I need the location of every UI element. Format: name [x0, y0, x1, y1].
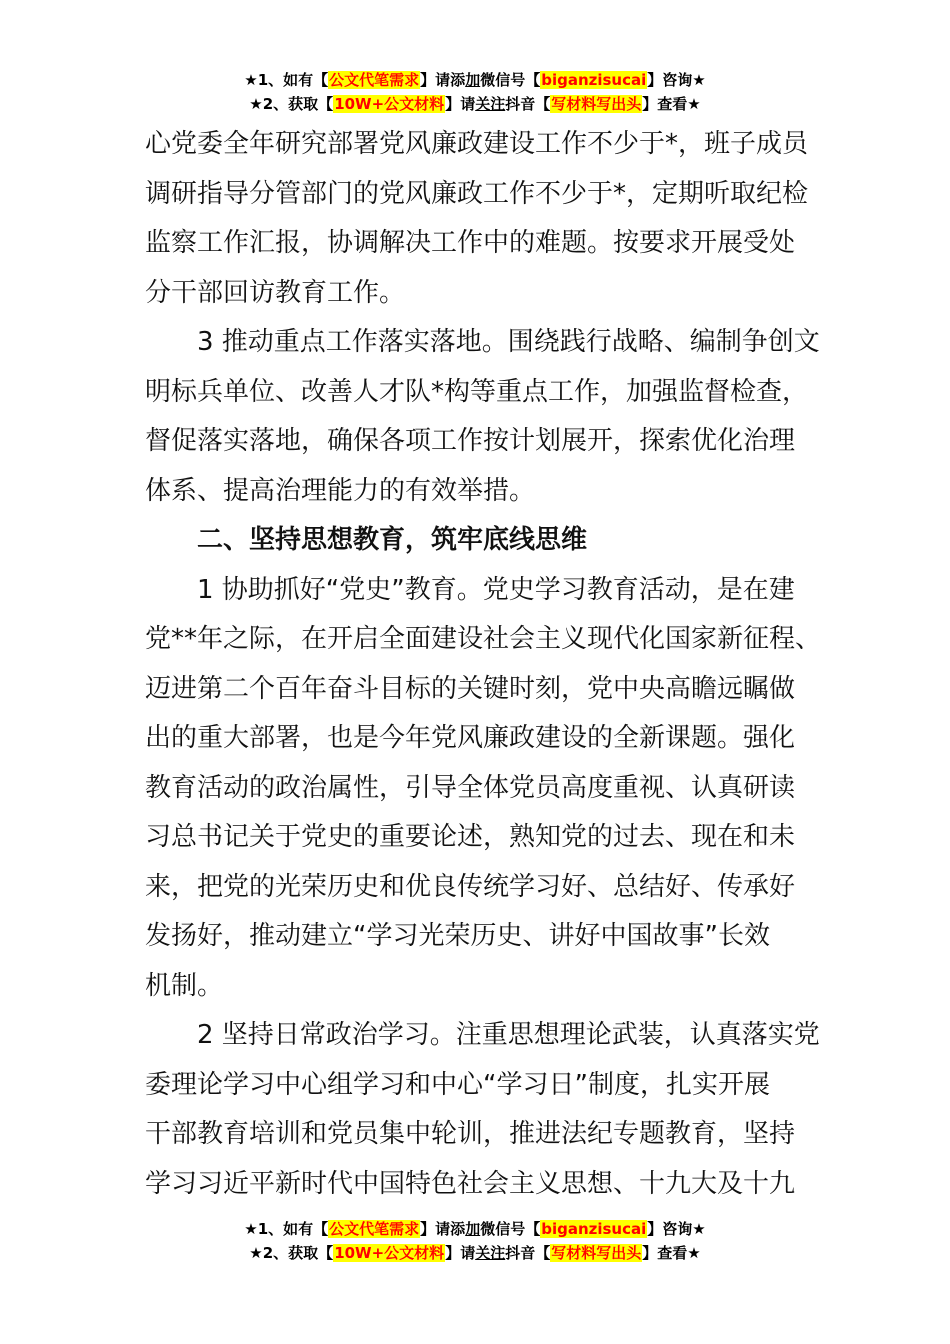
- text-line: 发扬好，推动建立“学习光荣历史、讲好中国故事”长效: [145, 921, 770, 951]
- text-line: 1 协助抓好“党史”教育。党史学习教育活动，是在建: [197, 574, 795, 605]
- text-line: 教育活动的政治属性，引导全体党员高度重视、认真研读: [145, 772, 796, 803]
- text-line: 督促落实落地，确保各项工作按计划展开，探索优化治理: [145, 426, 796, 456]
- banner-text: 】查看★: [642, 1244, 701, 1262]
- text-line: 明标兵单位、改善人才队*构等重点工作，加强监督检查，: [145, 376, 809, 407]
- banner-text: 】请: [445, 95, 476, 113]
- header-banner: [0, 68, 950, 116]
- banner-text: ★2、获取【: [249, 1244, 334, 1262]
- banner-underlined-text: 关注: [475, 1244, 506, 1262]
- document-body: [145, 120, 822, 1209]
- banner-text: 微信号【: [480, 71, 541, 89]
- text-line: 机制。: [145, 970, 224, 1001]
- banner-text: 】咨询★: [647, 71, 706, 89]
- text-line: 心党委全年研究部署党风廉政建设工作不少于*，班子成员: [145, 129, 809, 159]
- banner-text: 】请: [445, 1244, 476, 1262]
- banner-text: 抖音【: [505, 1244, 551, 1262]
- banner-text: ★2、获取【: [249, 95, 334, 113]
- text-line: 出的重大部署，也是今年党风廉政建设的全新课题。强化: [145, 723, 796, 753]
- banner-underlined-text: 关注: [475, 95, 506, 113]
- banner-line-1: [0, 1217, 950, 1241]
- banner-line-2: [0, 1241, 950, 1265]
- text-line: 3 推动重点工作落实落地。围绕践行战略、编制争创文: [197, 327, 820, 357]
- banner-text: 】查看★: [642, 95, 701, 113]
- highlight-douyin-account: 写材料写出头: [551, 1244, 642, 1262]
- text-line: 迈进第二个百年奋斗目标的关键时刻，党中央高瞻远瞩做: [145, 673, 796, 704]
- banner-line-2: [0, 92, 950, 116]
- paragraph-2: [145, 318, 820, 516]
- paragraph-4: [145, 1011, 820, 1209]
- banner-text: 微信号【: [480, 1220, 541, 1238]
- banner-underlined-text: 加: [465, 1220, 481, 1238]
- footer-banner: [0, 1217, 950, 1265]
- text-line: 委理论学习中心组学习和中心“学习日”制度，扎实开展: [145, 1069, 770, 1100]
- banner-text: ★1、如有【: [244, 71, 329, 89]
- banner-text: 】咨询★: [647, 1220, 706, 1238]
- banner-text: 】请添: [420, 1220, 466, 1238]
- paragraph-3: [145, 566, 822, 1012]
- text-line: 来，把党的光荣历史和优良传统学习好、总结好、传承好: [145, 871, 796, 902]
- paragraph-1: [145, 120, 810, 318]
- highlight-materials: 10W+公文材料: [334, 95, 445, 113]
- highlight-service: 公文代笔需求: [329, 1220, 420, 1238]
- text-line: 监察工作汇报，协调解决工作中的难题。按要求开展受处: [145, 228, 796, 258]
- section-heading: [145, 516, 810, 566]
- highlight-douyin-account: 写材料写出头: [551, 95, 642, 113]
- text-line: 2 坚持日常政治学习。注重思想理论武装，认真落实党: [197, 1020, 820, 1050]
- text-line: 干部教育培训和党员集中轮训，推进法纪专题教育，坚持: [145, 1119, 796, 1149]
- text-line: 调研指导分管部门的党风廉政工作不少于*，定期听取纪检: [145, 178, 809, 209]
- highlight-service: 公文代笔需求: [329, 71, 420, 89]
- text-line: 学习习近平新时代中国特色社会主义思想、十九大及十九: [145, 1168, 796, 1199]
- banner-line-1: [0, 68, 950, 92]
- text-line: 习总书记关于党史的重要论述，熟知党的过去、现在和未: [145, 822, 796, 852]
- heading-text: 二、坚持思想教育，筑牢底线思维: [197, 525, 588, 555]
- text-line: 体系、提高治理能力的有效举措。: [145, 475, 536, 506]
- highlight-wechat-id: biganzisucai: [541, 71, 647, 89]
- text-line: 分干部回访教育工作。: [145, 277, 406, 308]
- banner-text: 】请添: [420, 71, 466, 89]
- highlight-wechat-id: biganzisucai: [541, 1220, 647, 1238]
- banner-underlined-text: 加: [465, 71, 481, 89]
- highlight-materials: 10W+公文材料: [334, 1244, 445, 1262]
- text-line: 党**年之际，在开启全面建设社会主义现代化国家新征程、: [145, 624, 822, 654]
- banner-text: 抖音【: [505, 95, 551, 113]
- banner-text: ★1、如有【: [244, 1220, 329, 1238]
